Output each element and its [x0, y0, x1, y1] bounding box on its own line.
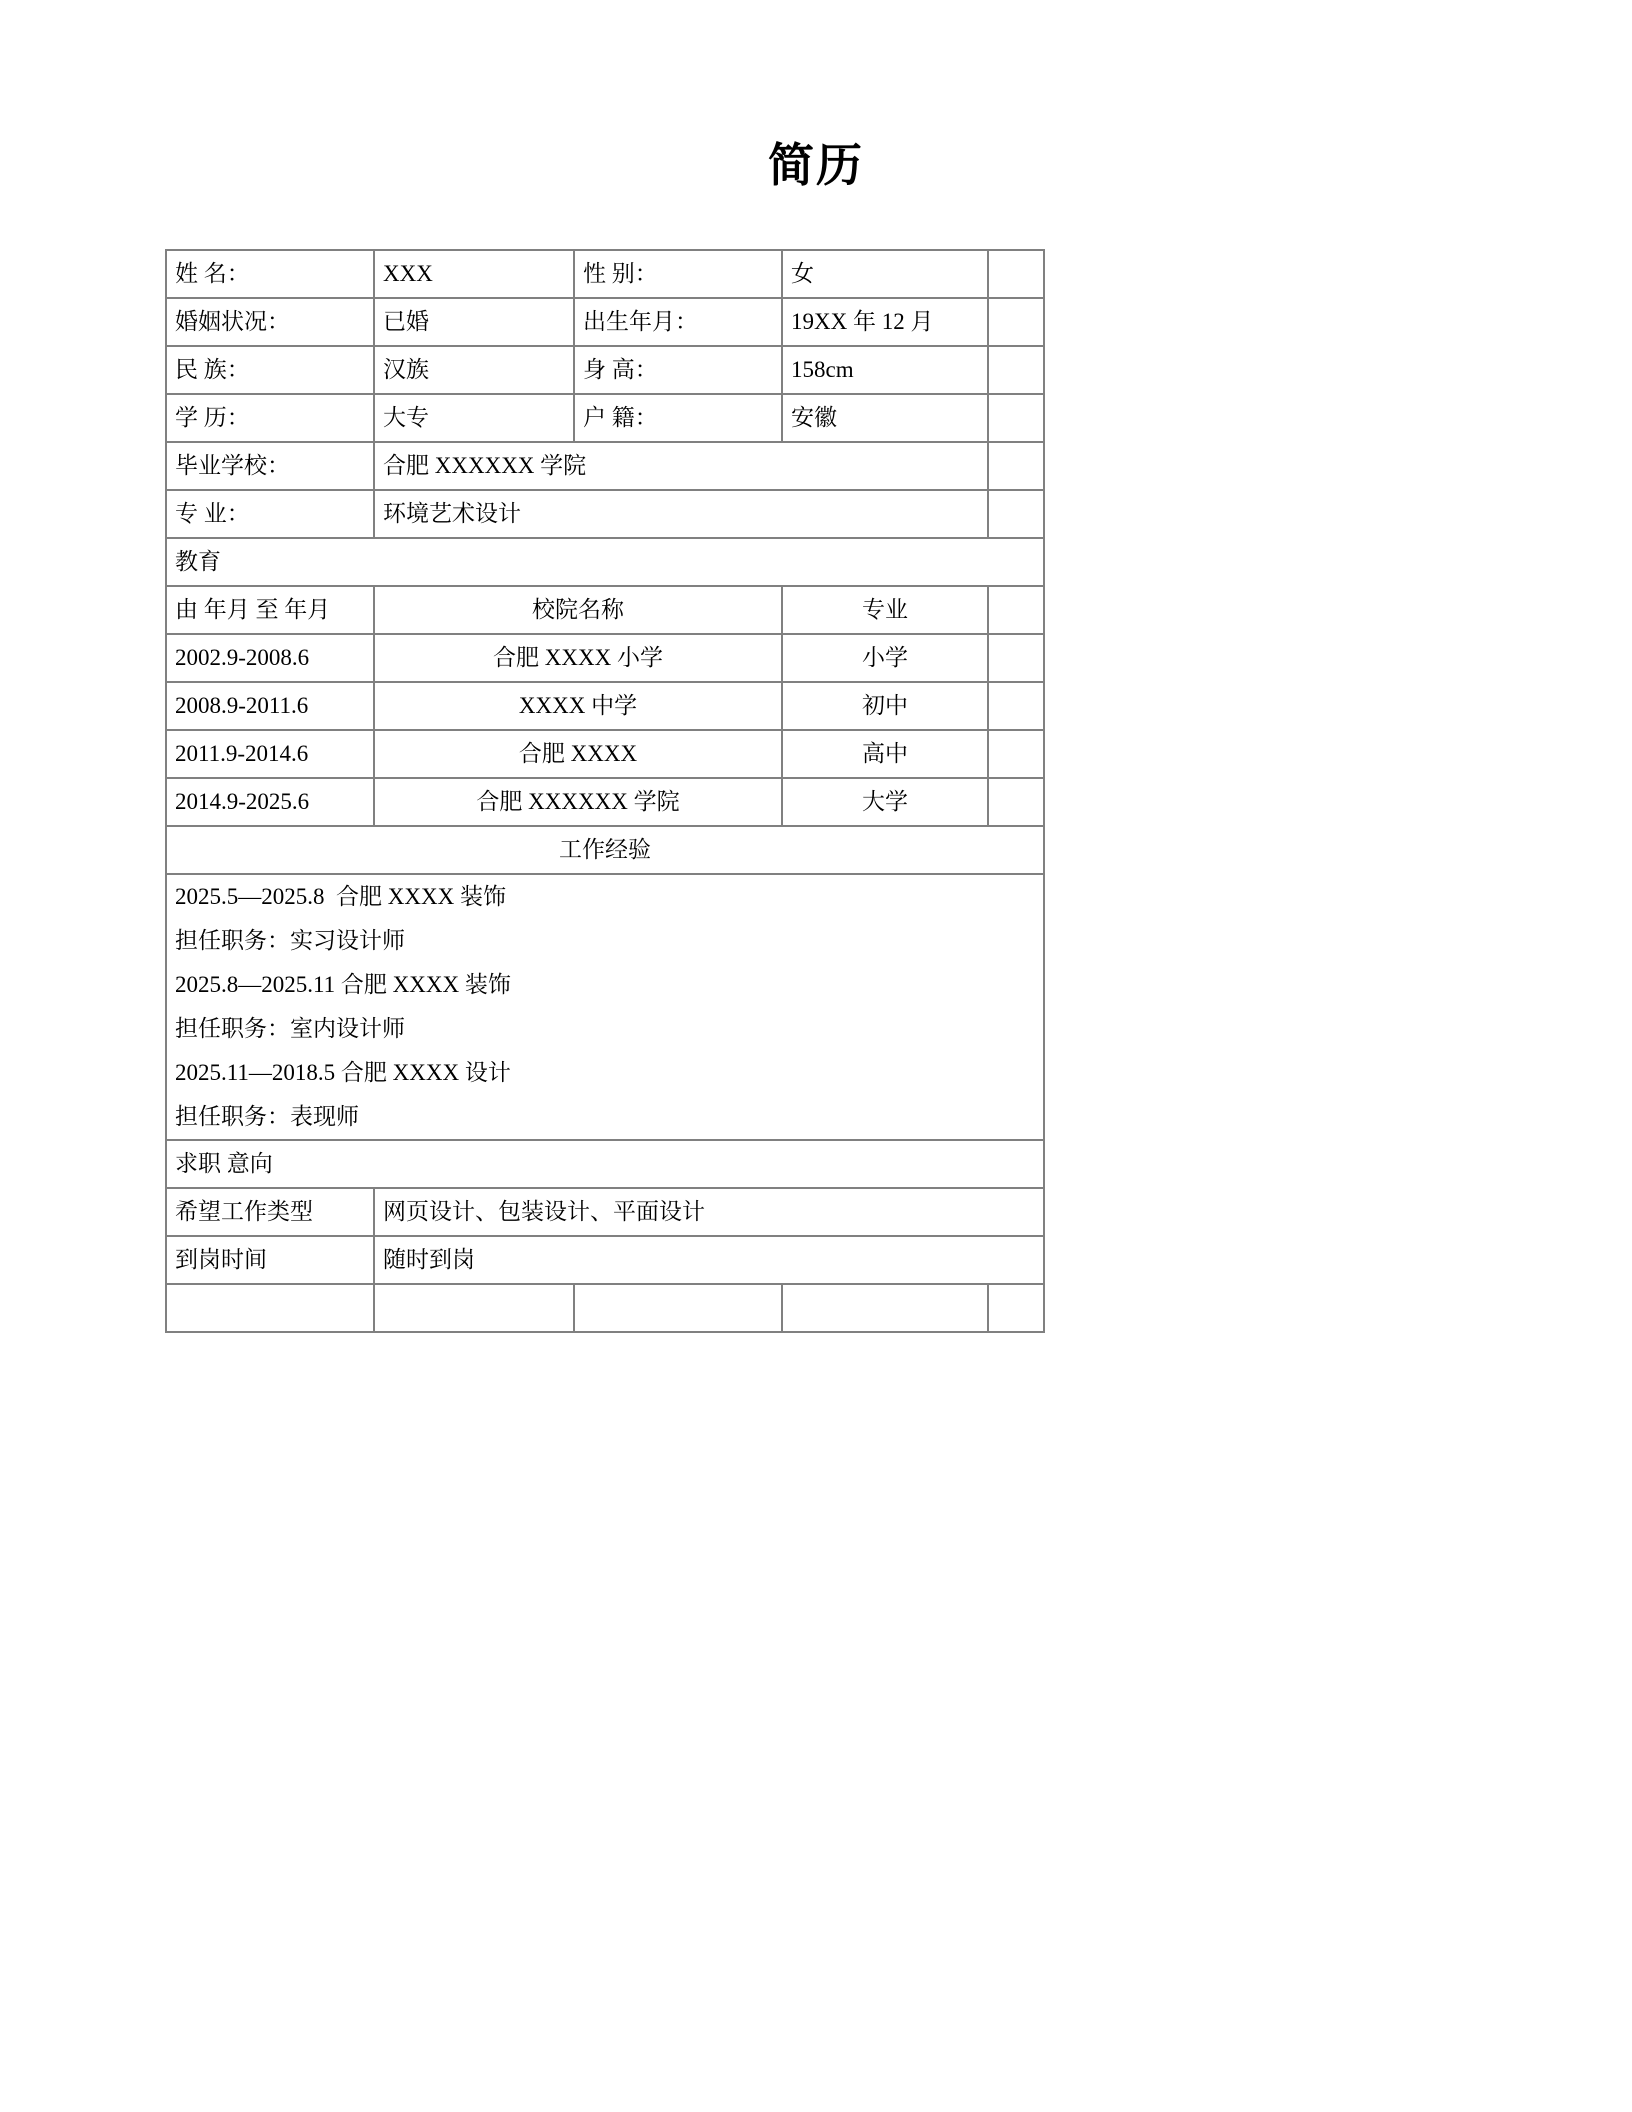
field-value-height: 158cm — [782, 346, 988, 394]
section-header-education — [166, 538, 1044, 586]
column-header-major: 专业 — [782, 586, 988, 634]
resume-table-container — [165, 249, 1043, 1333]
education-school: 合肥 XXXX — [374, 730, 782, 778]
resume-table — [165, 249, 1045, 1333]
work-line: 担任职务：实习设计师 — [175, 928, 405, 954]
field-value-education-level: 大专 — [374, 394, 574, 442]
education-major: 大学 — [782, 778, 988, 826]
education-major: 初中 — [782, 682, 988, 730]
education-major: 高中 — [782, 730, 988, 778]
field-label-residence: 户 籍： — [574, 394, 782, 442]
table-row — [166, 634, 1044, 682]
table-row — [166, 682, 1044, 730]
work-experience-block — [166, 874, 1044, 1140]
table-header-row — [166, 586, 1044, 634]
field-value-gender: 女 — [782, 250, 988, 298]
education-period: 2014.9-2025.6 — [166, 778, 374, 826]
empty-cell-4 — [782, 1284, 988, 1332]
table-row-empty — [166, 1284, 1044, 1332]
field-label-marital: 婚姻状况： — [166, 298, 374, 346]
field-value-job-type: 网页设计、包装设计、平面设计 — [374, 1188, 1044, 1236]
field-value-residence: 安徽 — [782, 394, 988, 442]
spacer-cell-6 — [988, 490, 1044, 538]
section-label-objective: 求职 意向 — [166, 1140, 1044, 1188]
field-label-birth: 出生年月： — [574, 298, 782, 346]
empty-cell-5 — [988, 1284, 1044, 1332]
field-value-ethnicity: 汉族 — [374, 346, 574, 394]
education-school: XXXX 中学 — [374, 682, 782, 730]
field-value-name: XXX — [374, 250, 574, 298]
field-label-name: 姓 名： — [166, 250, 374, 298]
field-label-height: 身 高： — [574, 346, 782, 394]
empty-cell-1 — [166, 1284, 374, 1332]
table-row — [166, 730, 1044, 778]
education-period: 2002.9-2008.6 — [166, 634, 374, 682]
empty-cell-2 — [374, 1284, 574, 1332]
table-row — [166, 394, 1044, 442]
field-label-availability: 到岗时间 — [166, 1236, 374, 1284]
field-label-job-type: 希望工作类型 — [166, 1188, 374, 1236]
column-header-school: 校院名称 — [374, 586, 782, 634]
section-label-education: 教育 — [166, 538, 1044, 586]
education-major: 小学 — [782, 634, 988, 682]
spacer-cell-2 — [988, 298, 1044, 346]
spacer-cell-11 — [988, 778, 1044, 826]
field-label-ethnicity: 民 族： — [166, 346, 374, 394]
section-header-work — [166, 826, 1044, 874]
spacer-cell-10 — [988, 730, 1044, 778]
work-line: 2025.5—2025.8 合肥 XXXX 装饰 — [175, 884, 506, 910]
table-row — [166, 250, 1044, 298]
page-title: 简历 — [768, 140, 864, 191]
work-line: 担任职务：表现师 — [175, 1104, 359, 1130]
education-period: 2011.9-2014.6 — [166, 730, 374, 778]
spacer-cell-8 — [988, 634, 1044, 682]
column-header-period: 由 年月 至 年月 — [166, 586, 374, 634]
field-label-gender: 性 别： — [574, 250, 782, 298]
field-label-school: 毕业学校： — [166, 442, 374, 490]
section-header-objective — [166, 1140, 1044, 1188]
spacer-cell-3 — [988, 346, 1044, 394]
spacer-cell-7 — [988, 586, 1044, 634]
work-line: 2025.11—2018.5 合肥 XXXX 设计 — [175, 1060, 511, 1086]
table-row — [166, 1188, 1044, 1236]
field-value-marital: 已婚 — [374, 298, 574, 346]
spacer-cell-5 — [988, 442, 1044, 490]
table-row — [166, 490, 1044, 538]
spacer-cell-4 — [988, 394, 1044, 442]
spacer-cell-9 — [988, 682, 1044, 730]
education-school: 合肥 XXXXXX 学院 — [374, 778, 782, 826]
table-row — [166, 1236, 1044, 1284]
empty-cell-3 — [574, 1284, 782, 1332]
table-row — [166, 442, 1044, 490]
spacer-cell-1 — [988, 250, 1044, 298]
table-row — [166, 346, 1044, 394]
section-label-work: 工作经验 — [166, 826, 1044, 874]
work-line: 担任职务：室内设计师 — [175, 1016, 405, 1042]
education-period: 2008.9-2011.6 — [166, 682, 374, 730]
field-value-major: 环境艺术设计 — [374, 490, 988, 538]
field-label-major: 专 业： — [166, 490, 374, 538]
education-school: 合肥 XXXX 小学 — [374, 634, 782, 682]
table-row — [166, 298, 1044, 346]
field-label-education-level: 学 历： — [166, 394, 374, 442]
field-value-birth: 19XX 年 12 月 — [782, 298, 988, 346]
work-line: 2025.8—2025.11 合肥 XXXX 装饰 — [175, 972, 511, 998]
table-row — [166, 778, 1044, 826]
work-experience-cell — [166, 874, 1044, 1140]
field-value-availability: 随时到岗 — [374, 1236, 1044, 1284]
field-value-school: 合肥 XXXXXX 学院 — [374, 442, 988, 490]
